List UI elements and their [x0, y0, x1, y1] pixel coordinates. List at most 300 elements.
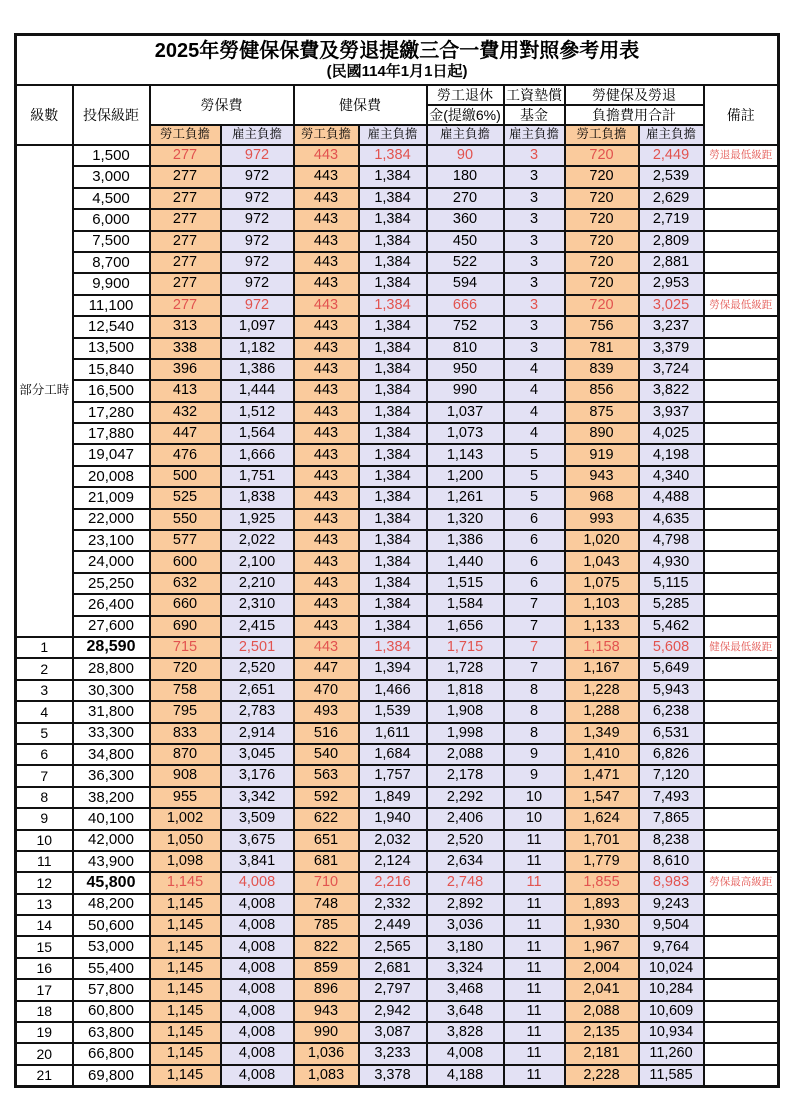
- total-employer-cell: 2,953: [639, 273, 704, 294]
- part-time-level-cell: 部分工時: [16, 145, 73, 637]
- labor-employer-cell: 4,008: [221, 1043, 294, 1064]
- labor-employer-cell: 3,045: [221, 744, 294, 765]
- pension-employer-cell: 1,715: [427, 637, 504, 658]
- pension-employer-cell: 3,180: [427, 936, 504, 957]
- total-employer-cell: 8,610: [639, 851, 704, 872]
- wage-fund-employer-cell: 11: [504, 1022, 565, 1043]
- labor-employer-cell: 972: [221, 273, 294, 294]
- health-employer-cell: 1,384: [359, 209, 427, 230]
- table-row: [16, 444, 779, 465]
- table-row: [16, 573, 779, 594]
- wage-fund-employer-cell: 11: [504, 979, 565, 1000]
- total-employer-cell: 9,764: [639, 936, 704, 957]
- health-employer-cell: 2,797: [359, 979, 427, 1000]
- wage-fund-employer-cell: 8: [504, 723, 565, 744]
- premium-table: [14, 33, 780, 1088]
- remark-cell: 勞退最低級距: [704, 145, 779, 166]
- pension-employer-cell: 1,656: [427, 616, 504, 637]
- bracket-cell: 40,100: [73, 808, 150, 829]
- labor-employer-cell: 4,008: [221, 979, 294, 1000]
- table-row: [16, 402, 779, 423]
- labor-employee-cell: 277: [150, 166, 221, 187]
- labor-employer-cell: 1,666: [221, 444, 294, 465]
- table-row: [16, 958, 779, 979]
- header-group-row: [16, 85, 779, 105]
- wage-fund-employer-cell: 7: [504, 637, 565, 658]
- pension-employer-cell: 666: [427, 295, 504, 316]
- health-employer-cell: 3,087: [359, 1022, 427, 1043]
- health-employer-cell: 1,940: [359, 808, 427, 829]
- wage-fund-employer-cell: 11: [504, 830, 565, 851]
- labor-employee-cell: 1,145: [150, 1043, 221, 1064]
- table-row: [16, 530, 779, 551]
- pension-employer-cell: 270: [427, 188, 504, 209]
- total-employee-cell: 2,135: [565, 1022, 639, 1043]
- health-employee-cell: 443: [294, 295, 359, 316]
- total-employer-cell: 3,937: [639, 402, 704, 423]
- health-employer-cell: 1,394: [359, 658, 427, 679]
- labor-employee-cell: 500: [150, 466, 221, 487]
- health-employer-cell: 1,757: [359, 765, 427, 786]
- level-cell: 4: [16, 701, 73, 722]
- total-employer-cell: 10,284: [639, 979, 704, 1000]
- pension-employer-cell: 2,088: [427, 744, 504, 765]
- pension-employer-cell: 1,818: [427, 680, 504, 701]
- wage-fund-employer-cell: 9: [504, 765, 565, 786]
- health-employer-cell: 1,384: [359, 188, 427, 209]
- remark-cell: [704, 466, 779, 487]
- total-employee-cell: 1,624: [565, 808, 639, 829]
- bracket-cell: 28,590: [73, 637, 150, 658]
- labor-employer-cell: 4,008: [221, 958, 294, 979]
- health-employer-cell: 1,466: [359, 680, 427, 701]
- health-employee-cell: 1,083: [294, 1065, 359, 1087]
- level-cell: 6: [16, 744, 73, 765]
- table-row: [16, 145, 779, 166]
- wage-fund-employer-cell: 6: [504, 509, 565, 530]
- total-employer-cell: 3,724: [639, 359, 704, 380]
- bracket-cell: 11,100: [73, 295, 150, 316]
- health-employer-cell: 1,384: [359, 380, 427, 401]
- total-employer-cell: 3,379: [639, 338, 704, 359]
- level-cell: 17: [16, 979, 73, 1000]
- total-employer-cell: 11,585: [639, 1065, 704, 1087]
- remark-cell: [704, 808, 779, 829]
- bracket-cell: 1,500: [73, 145, 150, 166]
- health-employee-cell: 651: [294, 830, 359, 851]
- level-cell: 15: [16, 936, 73, 957]
- labor-employee-cell: 600: [150, 551, 221, 572]
- labor-employee-cell: 277: [150, 273, 221, 294]
- total-employee-cell: 720: [565, 231, 639, 252]
- total-employer-cell: 5,649: [639, 658, 704, 679]
- wage-fund-employer-cell: 6: [504, 551, 565, 572]
- bracket-cell: 20,008: [73, 466, 150, 487]
- wage-fund-employer-cell: 3: [504, 188, 565, 209]
- table-row: [16, 1001, 779, 1022]
- labor-employee-cell: 525: [150, 487, 221, 508]
- wage-fund-employer-cell: 9: [504, 744, 565, 765]
- total-employee-cell: 1,103: [565, 594, 639, 615]
- labor-employer-cell: 2,210: [221, 573, 294, 594]
- wage-fund-employer-cell: 3: [504, 252, 565, 273]
- labor-employee-cell: 1,145: [150, 915, 221, 936]
- total-employee-cell: 968: [565, 487, 639, 508]
- bracket-cell: 17,880: [73, 423, 150, 444]
- labor-employer-cell: 2,783: [221, 701, 294, 722]
- bracket-cell: 15,840: [73, 359, 150, 380]
- bracket-cell: 43,900: [73, 851, 150, 872]
- labor-employee-cell: 715: [150, 637, 221, 658]
- health-employee-cell: 447: [294, 658, 359, 679]
- total-employer-cell: 6,531: [639, 723, 704, 744]
- health-employer-cell: 1,684: [359, 744, 427, 765]
- labor-employee-cell: 432: [150, 402, 221, 423]
- level-cell: 18: [16, 1001, 73, 1022]
- remark-cell: [704, 680, 779, 701]
- health-employer-cell: 3,233: [359, 1043, 427, 1064]
- table-row: [16, 338, 779, 359]
- health-employee-cell: 470: [294, 680, 359, 701]
- total-employee-cell: 1,228: [565, 680, 639, 701]
- labor-employee-cell: 396: [150, 359, 221, 380]
- labor-employee-cell: 1,098: [150, 851, 221, 872]
- total-employer-cell: 2,449: [639, 145, 704, 166]
- pension-employer-cell: 2,406: [427, 808, 504, 829]
- total-employer-cell: 2,719: [639, 209, 704, 230]
- remark-cell: [704, 444, 779, 465]
- labor-employee-cell: 476: [150, 444, 221, 465]
- wage-fund-employer-cell: 5: [504, 444, 565, 465]
- health-employee-cell: 443: [294, 530, 359, 551]
- labor-employer-cell: 3,841: [221, 851, 294, 872]
- health-employer-cell: 2,332: [359, 894, 427, 915]
- total-employee-cell: 1,471: [565, 765, 639, 786]
- wage-fund-employer-cell: 6: [504, 530, 565, 551]
- level-cell: 10: [16, 830, 73, 851]
- labor-employee-cell: 277: [150, 188, 221, 209]
- health-employer-cell: 2,565: [359, 936, 427, 957]
- total-employee-cell: 2,088: [565, 1001, 639, 1022]
- level-cell: 3: [16, 680, 73, 701]
- total-employee-cell: 1,075: [565, 573, 639, 594]
- remark-cell: [704, 936, 779, 957]
- health-employer-cell: 1,384: [359, 316, 427, 337]
- health-employer-cell: 1,384: [359, 616, 427, 637]
- pension-employer-cell: 1,386: [427, 530, 504, 551]
- bracket-cell: 6,000: [73, 209, 150, 230]
- labor-employee-cell: 277: [150, 209, 221, 230]
- total-employer-cell: 4,198: [639, 444, 704, 465]
- table-row: [16, 680, 779, 701]
- pension-employer-cell: 1,440: [427, 551, 504, 572]
- labor-employee-cell: 1,145: [150, 936, 221, 957]
- total-employee-cell: 919: [565, 444, 639, 465]
- health-employee-cell: 622: [294, 808, 359, 829]
- labor-employer-cell: 1,444: [221, 380, 294, 401]
- pension-employer-cell: 3,468: [427, 979, 504, 1000]
- level-cell: 2: [16, 658, 73, 679]
- health-employee-cell: 443: [294, 573, 359, 594]
- pension-employer-cell: 4,008: [427, 1043, 504, 1064]
- wage-fund-header-line2: 基金: [504, 105, 565, 125]
- health-employee-cell: 990: [294, 1022, 359, 1043]
- total-employer-cell: 3,822: [639, 380, 704, 401]
- health-employer-cell: 1,384: [359, 295, 427, 316]
- bracket-cell: 13,500: [73, 338, 150, 359]
- wage-fund-employer-cell: 7: [504, 594, 565, 615]
- labor-employer-cell: 1,925: [221, 509, 294, 530]
- level-cell: 11: [16, 851, 73, 872]
- bracket-cell: 28,800: [73, 658, 150, 679]
- pension-employer-cell: 180: [427, 166, 504, 187]
- bracket-cell: 22,000: [73, 509, 150, 530]
- bracket-header: 投保級距: [73, 85, 150, 145]
- wage-fund-employer-cell: 8: [504, 701, 565, 722]
- remark-cell: [704, 915, 779, 936]
- wage-fund-employer-cell: 11: [504, 936, 565, 957]
- total-employer-cell: 7,865: [639, 808, 704, 829]
- total-employee-cell: 875: [565, 402, 639, 423]
- level-cell: 7: [16, 765, 73, 786]
- labor-employer-cell: 2,501: [221, 637, 294, 658]
- pension-employer-cell: 90: [427, 145, 504, 166]
- labor-employer-header: 雇主負擔: [221, 125, 294, 145]
- bracket-cell: 38,200: [73, 787, 150, 808]
- table-row: [16, 380, 779, 401]
- health-employee-cell: 943: [294, 1001, 359, 1022]
- table-body: [16, 145, 779, 1087]
- health-employee-cell: 443: [294, 231, 359, 252]
- total-employee-cell: 856: [565, 380, 639, 401]
- wage-fund-header-line1: 工資墊償: [504, 85, 565, 105]
- health-employee-cell: 563: [294, 765, 359, 786]
- remark-cell: [704, 894, 779, 915]
- total-employer-header: 雇主負擔: [639, 125, 704, 145]
- labor-employer-cell: 1,751: [221, 466, 294, 487]
- health-employer-cell: 1,384: [359, 509, 427, 530]
- total-employer-cell: 2,809: [639, 231, 704, 252]
- title-row: [16, 35, 779, 86]
- remark-cell: [704, 530, 779, 551]
- wage-fund-employer-cell: 8: [504, 680, 565, 701]
- health-employee-cell: 443: [294, 316, 359, 337]
- table-row: [16, 723, 779, 744]
- pension-employer-cell: 1,998: [427, 723, 504, 744]
- labor-employer-cell: 2,100: [221, 551, 294, 572]
- health-employee-cell: 443: [294, 487, 359, 508]
- table-row: [16, 466, 779, 487]
- health-employer-cell: 1,384: [359, 594, 427, 615]
- total-employer-cell: 11,260: [639, 1043, 704, 1064]
- pension-employer-cell: 4,188: [427, 1065, 504, 1087]
- total-header-line1: 勞健保及勞退: [565, 85, 704, 105]
- health-employer-cell: 1,384: [359, 231, 427, 252]
- level-cell: 21: [16, 1065, 73, 1087]
- health-employer-header: 雇主負擔: [359, 125, 427, 145]
- wage-fund-employer-cell: 3: [504, 338, 565, 359]
- labor-employee-cell: 833: [150, 723, 221, 744]
- wage-fund-employer-cell: 3: [504, 295, 565, 316]
- bracket-cell: 12,540: [73, 316, 150, 337]
- health-employee-cell: 443: [294, 444, 359, 465]
- pension-employer-cell: 2,520: [427, 830, 504, 851]
- bracket-cell: 25,250: [73, 573, 150, 594]
- total-employer-cell: 6,826: [639, 744, 704, 765]
- health-employee-cell: 822: [294, 936, 359, 957]
- total-employee-cell: 2,228: [565, 1065, 639, 1087]
- pension-employer-cell: 3,648: [427, 1001, 504, 1022]
- health-employer-cell: 1,384: [359, 338, 427, 359]
- labor-employer-cell: 4,008: [221, 1065, 294, 1087]
- labor-employee-cell: 1,145: [150, 1001, 221, 1022]
- pension-employer-cell: 2,634: [427, 851, 504, 872]
- level-cell: 1: [16, 637, 73, 658]
- health-employer-cell: 2,681: [359, 958, 427, 979]
- bracket-cell: 53,000: [73, 936, 150, 957]
- labor-employer-cell: 972: [221, 145, 294, 166]
- total-employee-cell: 1,547: [565, 787, 639, 808]
- pension-employer-cell: 3,324: [427, 958, 504, 979]
- labor-employee-cell: 1,145: [150, 894, 221, 915]
- health-employer-cell: 1,384: [359, 402, 427, 423]
- wage-fund-employer-header: 雇主負擔: [504, 125, 565, 145]
- wage-fund-employer-cell: 11: [504, 958, 565, 979]
- total-employer-cell: 5,608: [639, 637, 704, 658]
- total-employer-cell: 5,462: [639, 616, 704, 637]
- pension-employer-cell: 3,036: [427, 915, 504, 936]
- remark-cell: [704, 744, 779, 765]
- table-row: [16, 637, 779, 658]
- remark-cell: [704, 594, 779, 615]
- bracket-cell: 57,800: [73, 979, 150, 1000]
- pension-employer-cell: 1,728: [427, 658, 504, 679]
- labor-employee-cell: 1,145: [150, 872, 221, 893]
- health-employer-cell: 1,849: [359, 787, 427, 808]
- table-row: [16, 1043, 779, 1064]
- labor-employer-cell: 3,675: [221, 830, 294, 851]
- pension-employer-cell: 810: [427, 338, 504, 359]
- bracket-cell: 42,000: [73, 830, 150, 851]
- table-row: [16, 273, 779, 294]
- table-row: [16, 851, 779, 872]
- pension-header-line1: 勞工退休: [427, 85, 504, 105]
- labor-employer-cell: 2,520: [221, 658, 294, 679]
- remark-cell: [704, 830, 779, 851]
- remark-cell: [704, 252, 779, 273]
- remark-cell: [704, 273, 779, 294]
- table-row: [16, 830, 779, 851]
- bracket-cell: 27,600: [73, 616, 150, 637]
- labor-employer-cell: 1,564: [221, 423, 294, 444]
- wage-fund-employer-cell: 4: [504, 359, 565, 380]
- health-employee-cell: 516: [294, 723, 359, 744]
- health-employee-cell: 443: [294, 423, 359, 444]
- remark-cell: [704, 231, 779, 252]
- labor-employer-cell: 3,176: [221, 765, 294, 786]
- health-employer-cell: 1,539: [359, 701, 427, 722]
- remark-cell: [704, 851, 779, 872]
- table-row: [16, 872, 779, 893]
- health-employee-cell: 443: [294, 380, 359, 401]
- total-employee-cell: 1,893: [565, 894, 639, 915]
- labor-employer-cell: 1,512: [221, 402, 294, 423]
- total-employer-cell: 4,488: [639, 487, 704, 508]
- labor-employee-cell: 1,002: [150, 808, 221, 829]
- table-row: [16, 487, 779, 508]
- health-employee-cell: 493: [294, 701, 359, 722]
- total-employer-cell: 3,237: [639, 316, 704, 337]
- level-cell: 12: [16, 872, 73, 893]
- table-row: [16, 765, 779, 786]
- wage-fund-employer-cell: 7: [504, 658, 565, 679]
- total-employer-cell: 3,025: [639, 295, 704, 316]
- pension-employer-cell: 1,143: [427, 444, 504, 465]
- pension-employer-cell: 1,320: [427, 509, 504, 530]
- level-cell: 14: [16, 915, 73, 936]
- health-employee-cell: 443: [294, 145, 359, 166]
- remark-cell: [704, 188, 779, 209]
- health-employer-cell: 2,449: [359, 915, 427, 936]
- remark-cell: 勞保最低級距: [704, 295, 779, 316]
- total-employer-cell: 8,238: [639, 830, 704, 851]
- total-employee-cell: 720: [565, 166, 639, 187]
- health-employer-cell: 1,384: [359, 423, 427, 444]
- table-row: [16, 1022, 779, 1043]
- labor-employer-cell: 4,008: [221, 915, 294, 936]
- total-employer-cell: 8,983: [639, 872, 704, 893]
- level-cell: 9: [16, 808, 73, 829]
- remark-cell: [704, 573, 779, 594]
- total-employer-cell: 5,285: [639, 594, 704, 615]
- total-employer-cell: 10,609: [639, 1001, 704, 1022]
- total-employee-cell: 1,133: [565, 616, 639, 637]
- table-row: [16, 616, 779, 637]
- table-row: [16, 808, 779, 829]
- level-cell: 5: [16, 723, 73, 744]
- pension-employer-cell: 1,515: [427, 573, 504, 594]
- remark-cell: [704, 209, 779, 230]
- total-employer-cell: 4,798: [639, 530, 704, 551]
- level-cell: 8: [16, 787, 73, 808]
- labor-employer-cell: 2,415: [221, 616, 294, 637]
- remark-cell: [704, 359, 779, 380]
- remark-cell: [704, 787, 779, 808]
- labor-employee-cell: 550: [150, 509, 221, 530]
- labor-employee-cell: 277: [150, 295, 221, 316]
- bracket-cell: 7,500: [73, 231, 150, 252]
- page-subtitle: (民國114年1月1日起): [326, 62, 468, 80]
- health-employee-cell: 443: [294, 402, 359, 423]
- table-row: [16, 658, 779, 679]
- total-employer-cell: 4,340: [639, 466, 704, 487]
- health-employee-cell: 859: [294, 958, 359, 979]
- table-row: [16, 936, 779, 957]
- bracket-cell: 3,000: [73, 166, 150, 187]
- level-cell: 13: [16, 894, 73, 915]
- bracket-cell: 21,009: [73, 487, 150, 508]
- health-employee-cell: 540: [294, 744, 359, 765]
- total-employee-cell: 839: [565, 359, 639, 380]
- total-employee-cell: 1,410: [565, 744, 639, 765]
- health-employer-cell: 1,384: [359, 637, 427, 658]
- total-employer-cell: 6,238: [639, 701, 704, 722]
- labor-employee-cell: 447: [150, 423, 221, 444]
- bracket-cell: 34,800: [73, 744, 150, 765]
- total-employer-cell: 10,934: [639, 1022, 704, 1043]
- bracket-cell: 8,700: [73, 252, 150, 273]
- labor-employee-cell: 277: [150, 231, 221, 252]
